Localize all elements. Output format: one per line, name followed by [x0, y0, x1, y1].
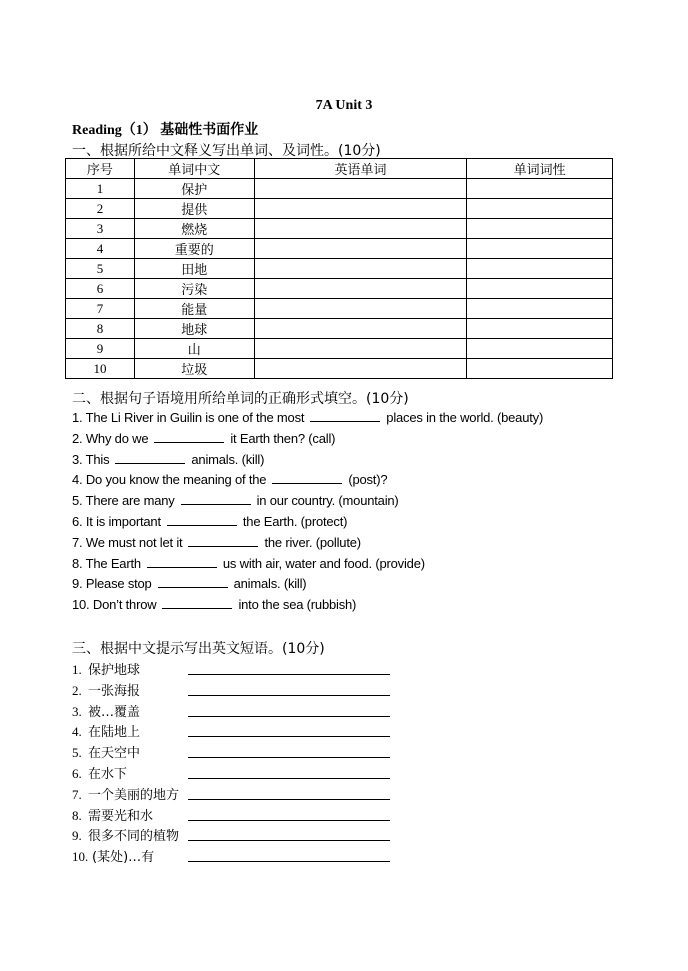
- answer-blank[interactable]: [181, 492, 251, 505]
- phrase-prompt: 保护地球: [88, 663, 141, 678]
- item-number: 1.: [72, 662, 82, 677]
- table-row: [66, 239, 613, 259]
- table-row: [66, 279, 613, 299]
- item-number: 8.: [72, 807, 82, 823]
- section2-heading: 二、根据句子语境用所给单词的正确形式填空。(10分): [72, 391, 409, 407]
- english-word-cell[interactable]: [254, 359, 467, 379]
- question-hint: in our country. (mountain): [256, 493, 399, 509]
- question-text: 2. Why do we: [72, 430, 149, 446]
- row-chinese: 重要的: [134, 239, 254, 259]
- english-word-cell[interactable]: [254, 199, 467, 219]
- phrase-list: [72, 659, 179, 867]
- question-text: 4. Do you know the meaning of the: [72, 472, 267, 488]
- answer-line[interactable]: [188, 757, 390, 758]
- row-number: 5: [66, 259, 135, 279]
- answer-line[interactable]: [188, 799, 390, 800]
- answer-line[interactable]: [188, 674, 390, 675]
- phrase-prompt: 一张海报: [88, 683, 141, 699]
- answer-line[interactable]: [188, 736, 390, 737]
- column-header-part-of-speech: 单词词性: [467, 159, 613, 179]
- phrase-prompt: (某处)…有: [92, 850, 155, 866]
- table-row: [66, 219, 613, 239]
- english-word-cell[interactable]: [254, 319, 467, 339]
- answer-blank[interactable]: [158, 575, 228, 588]
- list-item: [72, 430, 543, 451]
- item-number: 2.: [72, 682, 82, 698]
- item-number: 9.: [72, 828, 82, 844]
- row-number: 1: [66, 179, 135, 199]
- english-word-cell[interactable]: [254, 279, 467, 299]
- question-hint: places in the world. (beauty): [386, 410, 544, 425]
- table-header-row: [66, 159, 613, 179]
- question-text: 10. Don’t throw: [72, 597, 157, 613]
- phrase-prompt: 在天空中: [88, 746, 141, 762]
- answer-blank[interactable]: [147, 555, 217, 568]
- list-item: [72, 451, 543, 472]
- item-number: 7.: [72, 786, 82, 802]
- table-row: [66, 339, 613, 359]
- list-item: [72, 409, 543, 430]
- row-number: 8: [66, 319, 135, 339]
- list-item: [72, 534, 543, 555]
- list-item: [72, 701, 179, 722]
- row-number: 7: [66, 299, 135, 319]
- list-item: [72, 825, 179, 846]
- row-chinese: 燃烧: [134, 219, 254, 239]
- part-of-speech-cell[interactable]: [467, 199, 613, 219]
- english-word-cell[interactable]: [254, 339, 467, 359]
- phrase-prompt: 在陆地上: [88, 725, 141, 741]
- question-text: 5. There are many: [72, 493, 175, 509]
- column-header-chinese: 单词中文: [134, 159, 254, 179]
- list-item: [72, 492, 543, 513]
- list-item: [72, 846, 179, 867]
- table-row: [66, 299, 613, 319]
- row-chinese: 山: [134, 339, 254, 359]
- list-item: [72, 763, 179, 784]
- question-text: 6. It is important: [72, 513, 161, 529]
- list-item: [72, 742, 179, 763]
- english-word-cell[interactable]: [254, 259, 467, 279]
- question-text: 3. This: [72, 451, 110, 467]
- item-number: 4.: [72, 724, 82, 740]
- part-of-speech-cell[interactable]: [467, 359, 613, 379]
- answer-blank[interactable]: [167, 513, 237, 526]
- phrase-prompt: 在水下: [88, 766, 128, 782]
- question-hint: the river. (pollute): [264, 534, 361, 550]
- part-of-speech-cell[interactable]: [467, 299, 613, 319]
- question-text: 8. The Earth: [72, 555, 141, 571]
- row-chinese: 污染: [134, 279, 254, 299]
- answer-line[interactable]: [188, 716, 390, 717]
- list-item: [72, 596, 543, 617]
- table-row: [66, 199, 613, 219]
- column-header-english: 英语单词: [254, 159, 467, 179]
- english-word-cell[interactable]: [254, 239, 467, 259]
- answer-blank[interactable]: [188, 534, 258, 547]
- phrase-prompt: 被…覆盖: [88, 704, 141, 720]
- question-text: 1. The Li River in Guilin is one of the most: [72, 410, 305, 425]
- section1-heading: 一、根据所给中文释义写出单词、及词性。(10分): [72, 143, 381, 159]
- list-item: [72, 575, 543, 596]
- vocabulary-table: [65, 158, 613, 379]
- item-number: 3.: [72, 703, 82, 719]
- part-of-speech-cell[interactable]: [467, 259, 613, 279]
- row-number: 4: [66, 239, 135, 259]
- item-number: 10.: [72, 849, 89, 865]
- answer-blank[interactable]: [115, 451, 185, 464]
- question-hint: into the sea (rubbish): [238, 597, 357, 613]
- row-number: 3: [66, 219, 135, 239]
- list-item: [72, 659, 179, 680]
- list-item: [72, 721, 179, 742]
- page-subtitle: Reading（1） 基础性书面作业: [72, 123, 259, 138]
- question-hint: animals. (kill): [191, 451, 265, 467]
- question-hint: it Earth then? (call): [230, 430, 336, 446]
- answer-line[interactable]: [188, 778, 390, 779]
- row-number: 9: [66, 339, 135, 359]
- row-chinese: 能量: [134, 299, 254, 319]
- answer-line[interactable]: [188, 861, 390, 862]
- question-text: 9. Please stop: [72, 576, 152, 592]
- table-row: [66, 179, 613, 199]
- list-item: [72, 513, 543, 534]
- phrase-prompt: 需要光和水: [88, 808, 154, 824]
- question-hint: the Earth. (protect): [242, 513, 348, 529]
- answer-blank[interactable]: [272, 471, 342, 484]
- answer-line[interactable]: [188, 820, 390, 821]
- row-chinese: 提供: [134, 199, 254, 219]
- list-item: [72, 784, 179, 805]
- table-row: [66, 319, 613, 339]
- answer-blank[interactable]: [154, 430, 224, 443]
- item-number: 5.: [72, 745, 82, 761]
- part-of-speech-cell[interactable]: [467, 339, 613, 359]
- part-of-speech-cell[interactable]: [467, 179, 613, 199]
- row-chinese: 垃圾: [134, 359, 254, 379]
- part-of-speech-cell[interactable]: [467, 319, 613, 339]
- answer-blank[interactable]: [310, 409, 380, 422]
- english-word-cell[interactable]: [254, 219, 467, 239]
- list-item: [72, 805, 179, 826]
- part-of-speech-cell[interactable]: [467, 239, 613, 259]
- question-hint: (post)?: [348, 472, 388, 488]
- item-number: 6.: [72, 765, 82, 781]
- list-item: [72, 555, 543, 576]
- question-text: 7. We must not let it: [72, 534, 183, 550]
- row-number: 10: [66, 359, 135, 379]
- list-item: [72, 471, 543, 492]
- table-row: [66, 259, 613, 279]
- phrase-prompt: 一个美丽的地方: [88, 787, 180, 803]
- section3-heading: 三、根据中文提示写出英文短语。(10分): [72, 641, 325, 657]
- page-title: 7A Unit 3: [315, 98, 373, 113]
- question-hint: us with air, water and food. (provide): [222, 555, 425, 571]
- phrase-prompt: 很多不同的植物: [88, 829, 180, 845]
- fill-in-list: [72, 409, 543, 617]
- table-row: [66, 359, 613, 379]
- answer-line[interactable]: [188, 695, 390, 696]
- part-of-speech-cell[interactable]: [467, 219, 613, 239]
- question-hint: animals. (kill): [233, 576, 307, 592]
- english-word-cell[interactable]: [254, 299, 467, 319]
- part-of-speech-cell[interactable]: [467, 279, 613, 299]
- answer-blank[interactable]: [162, 596, 232, 609]
- column-header-number: 序号: [66, 159, 135, 179]
- row-chinese: 保护: [134, 179, 254, 199]
- list-item: [72, 680, 179, 701]
- answer-line[interactable]: [188, 840, 390, 841]
- row-number: 2: [66, 199, 135, 219]
- english-word-cell[interactable]: [254, 179, 467, 199]
- row-chinese: 地球: [134, 319, 254, 339]
- row-number: 6: [66, 279, 135, 299]
- row-chinese: 田地: [134, 259, 254, 279]
